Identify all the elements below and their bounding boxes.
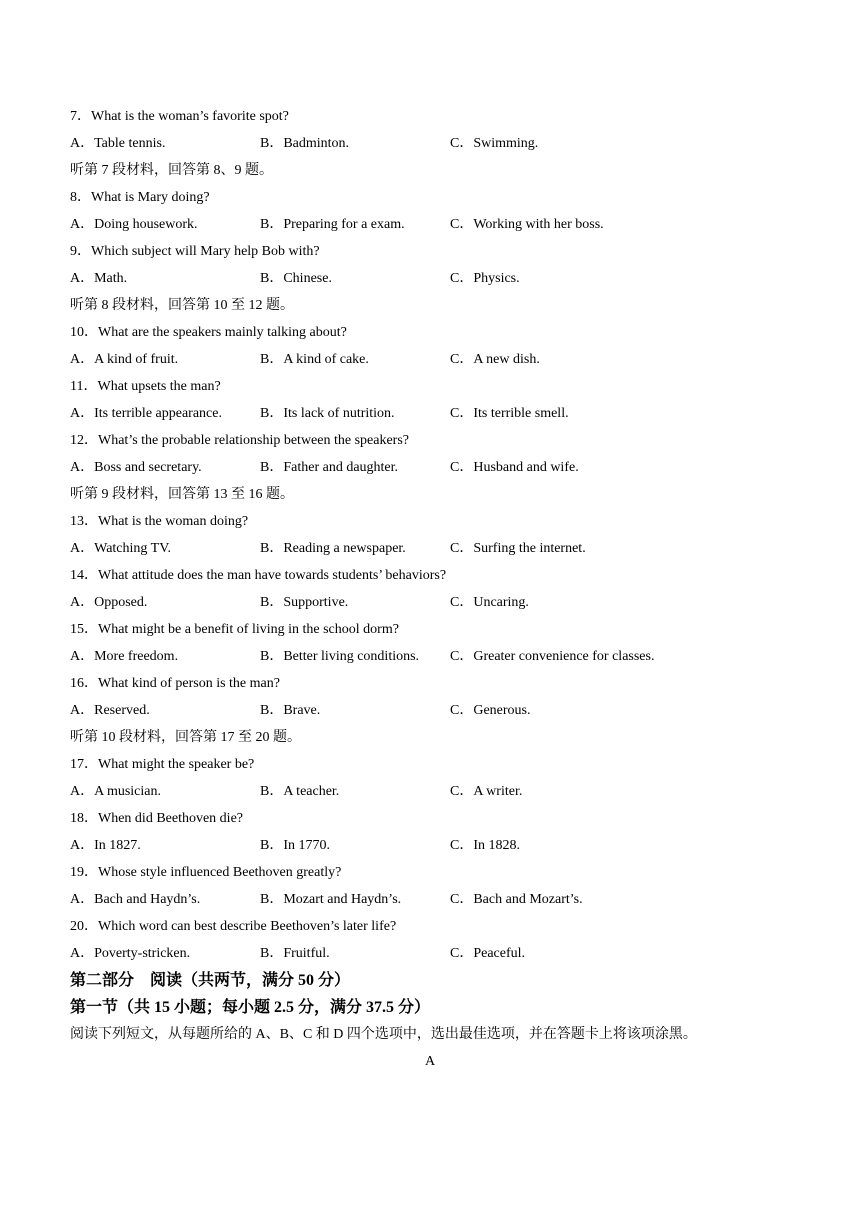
option-c: C．Physics. [450,271,520,286]
section-instruction: 听第 7 段材料，回答第 8、9 题。 [70,163,273,178]
question-options [70,214,790,241]
exam-page-content [70,106,790,1078]
section-instruction: 听第 9 段材料，回答第 13 至 16 题。 [70,487,294,502]
option-c: C．In 1828. [450,838,520,853]
part-heading: 第二部分 阅读（共两节，满分 50 分） [70,972,351,989]
question-options [70,538,790,565]
option-a: A．A kind of fruit. [70,352,179,367]
option-c: C．A new dish. [450,352,540,367]
option-b: B．Father and daughter. [260,460,399,475]
question-stem: 20．Which word can best describe Beethoven’s later life? [70,919,397,934]
question-options [70,889,790,916]
option-a: A．Doing housework. [70,217,198,232]
question-options [70,835,790,862]
option-a: A．Its terrible appearance. [70,406,222,421]
option-b: B．In 1770. [260,838,330,853]
option-c: C．Peaceful. [450,946,526,961]
question-options [70,457,790,484]
question-stem: 9．Which subject will Mary help Bob with? [70,244,320,259]
option-c: C．Husband and wife. [450,460,579,475]
option-b: B．Chinese. [260,271,332,286]
option-b: B．Badminton. [260,136,350,151]
option-c: C．Swimming. [450,136,539,151]
option-c: C．A writer. [450,784,523,799]
question-stem: 17．What might the speaker be? [70,757,255,772]
question-options [70,592,790,619]
question-options [70,700,790,727]
question-stem: 7．What is the woman’s favorite spot? [70,109,289,124]
option-c: C．Bach and Mozart’s. [450,892,583,907]
option-b: B．Brave. [260,703,321,718]
option-b: B．Fruitful. [260,946,330,961]
question-options [70,943,790,970]
question-stem: 10．What are the speakers mainly talking about? [70,325,347,340]
section-instruction: 听第 10 段材料，回答第 17 至 20 题。 [70,730,301,745]
question-options [70,781,790,808]
section-heading: 第一节（共 15 小题；每小题 2.5 分，满分 37.5 分） [70,999,431,1016]
option-a: A．Poverty-stricken. [70,946,191,961]
question-stem: 18．When did Beethoven die? [70,811,244,826]
question-stem: 15．What might be a benefit of living in the school dorm? [70,622,399,637]
option-a: A．Math. [70,271,128,286]
option-a: A．In 1827. [70,838,141,853]
question-options [70,268,790,295]
option-a: A．Table tennis. [70,136,166,151]
option-c: C．Working with her boss. [450,217,604,232]
option-a: A．Watching TV. [70,541,172,556]
reading-instructions: 阅读下列短文，从每题所给的 A、B、C 和 D 四个选项中，选出最佳选项，并在答题卡上将该项涂黑。 [70,1027,697,1042]
question-options [70,349,790,376]
option-c: C．Its terrible smell. [450,406,569,421]
option-a: A．More freedom. [70,649,179,664]
option-a: A．Bach and Haydn’s. [70,892,201,907]
question-options [70,403,790,430]
option-c: C．Uncaring. [450,595,529,610]
option-b: B．Its lack of nutrition. [260,406,395,421]
option-b: B．Supportive. [260,595,349,610]
option-a: A．A musician. [70,784,161,799]
option-b: B．Preparing for a exam. [260,217,405,232]
question-stem: 16．What kind of person is the man? [70,676,280,691]
question-options [70,646,790,673]
option-c: C．Generous. [450,703,531,718]
option-b: B．Mozart and Haydn’s. [260,892,402,907]
option-b: B．Reading a newspaper. [260,541,406,556]
question-stem: 13．What is the woman doing? [70,514,249,529]
option-b: B．A kind of cake. [260,352,369,367]
option-b: B．A teacher. [260,784,340,799]
question-stem: 11．What upsets the man? [70,379,221,394]
option-a: A．Reserved. [70,703,150,718]
question-stem: 12．What’s the probable relationship between the speakers? [70,433,409,448]
option-c: C．Surfing the internet. [450,541,586,556]
option-b: B．Better living conditions. [260,649,420,664]
section-instruction: 听第 8 段材料，回答第 10 至 12 题。 [70,298,294,313]
option-a: A．Boss and secretary. [70,460,202,475]
question-stem: 8．What is Mary doing? [70,190,210,205]
passage-label: A [424,1054,436,1069]
question-options [70,133,790,160]
question-stem: 19．Whose style influenced Beethoven greatly? [70,865,342,880]
option-c: C．Greater convenience for classes. [450,649,655,664]
question-stem: 14．What attitude does the man have towards students’ behaviors? [70,568,447,583]
option-a: A．Opposed. [70,595,148,610]
